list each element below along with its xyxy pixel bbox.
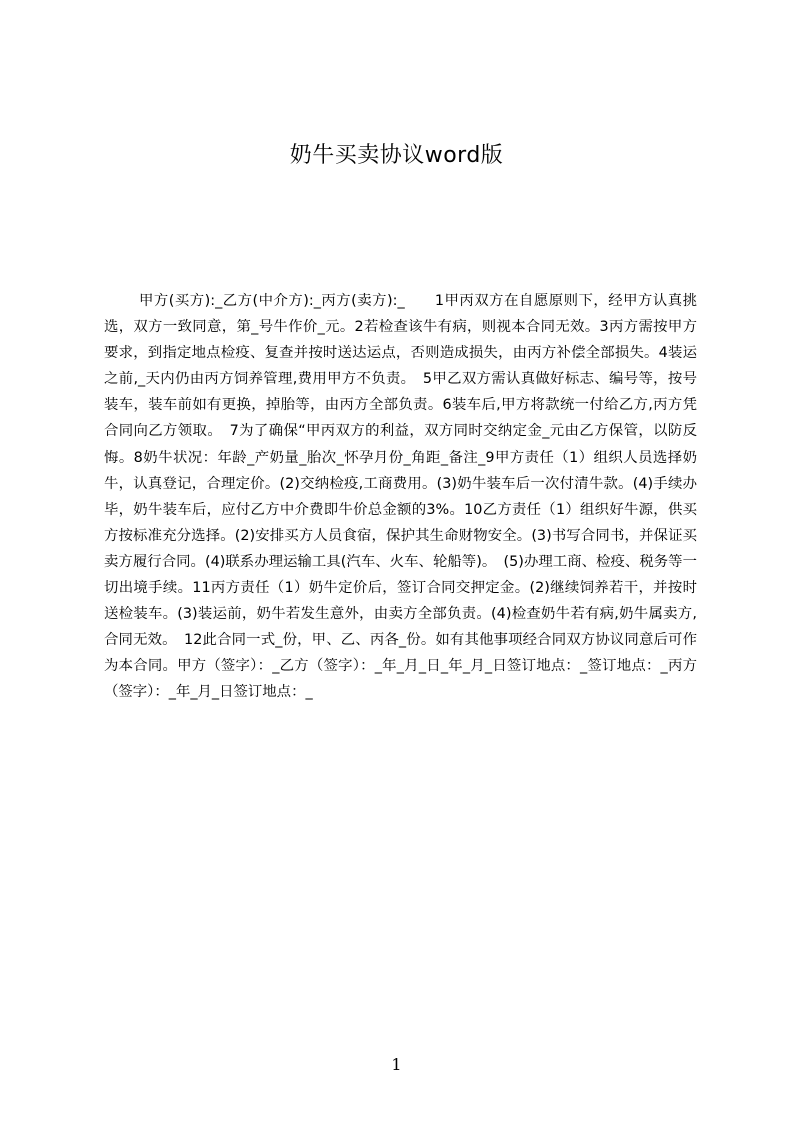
page-number: 1 [391, 1055, 402, 1074]
document-title: 奶牛买卖协议word版 [289, 143, 504, 168]
contract-body-text: 甲方(买方):_乙方(中介方):_丙方(卖方):_ 1甲丙双方在自愿原则下，经甲方认真挑选，双方一致同意，第_号牛作价_元。2若检查该牛有病，则视本合同无效。3丙方需按甲方要求，到指定地点检疫、复查并按时送达运点，否则造成损失，由丙方补偿全部损失。4装运之前,_天内仍由丙方饲养管理,费用甲方不负责。 5甲乙双方需认真做好标志、编号等，按号装车，装车前如有更换，掉胎等，由丙方全部负责。6装车后,甲方将款统一付给乙方,丙方凭合同向乙方领取。 7为了确保“甲丙双方的利益，双方同时交纳定金_元由乙方保管，以防反悔。8奶牛状况：年龄_产奶量_胎次_怀孕月份_角距_备注_9甲方责任（1）组织人员选择奶牛，认真登记，合理定价。(2)交纳检疫,工商费用。(3)奶牛装车后一次付清牛款。(4)手续办毕，奶牛装车后，应付乙方中介费即牛价总金额的3%。10乙方责任（1）组织好牛源，供买方按标准充分选择。(2)安排买方人员食宿，保护其生命财物安全。(3)书写合同书，并保证买卖方履行合同。(4)联系办理运输工具(汽车、火车、轮船等)。 (5)办理工商、检疫、税务等一切出境手续。11丙方责任（1）奶牛定价后，签订合同交押定金。(2)继续饲养若干，并按时送检装车。(3)装运前，奶牛若发生意外，由卖方全部负责。(4)检查奶牛若有病,奶牛属卖方,合同无效。 12此合同一式_份，甲、乙、丙各_份。如有其他事项经合同双方协议同意后可作为本合同。甲方（签字）：_乙方（签字）：_年_月_日_年_月_日签订地点：_签订地点：_丙方（签字）：_年_月_日签订地点：_ [104, 293, 697, 701]
